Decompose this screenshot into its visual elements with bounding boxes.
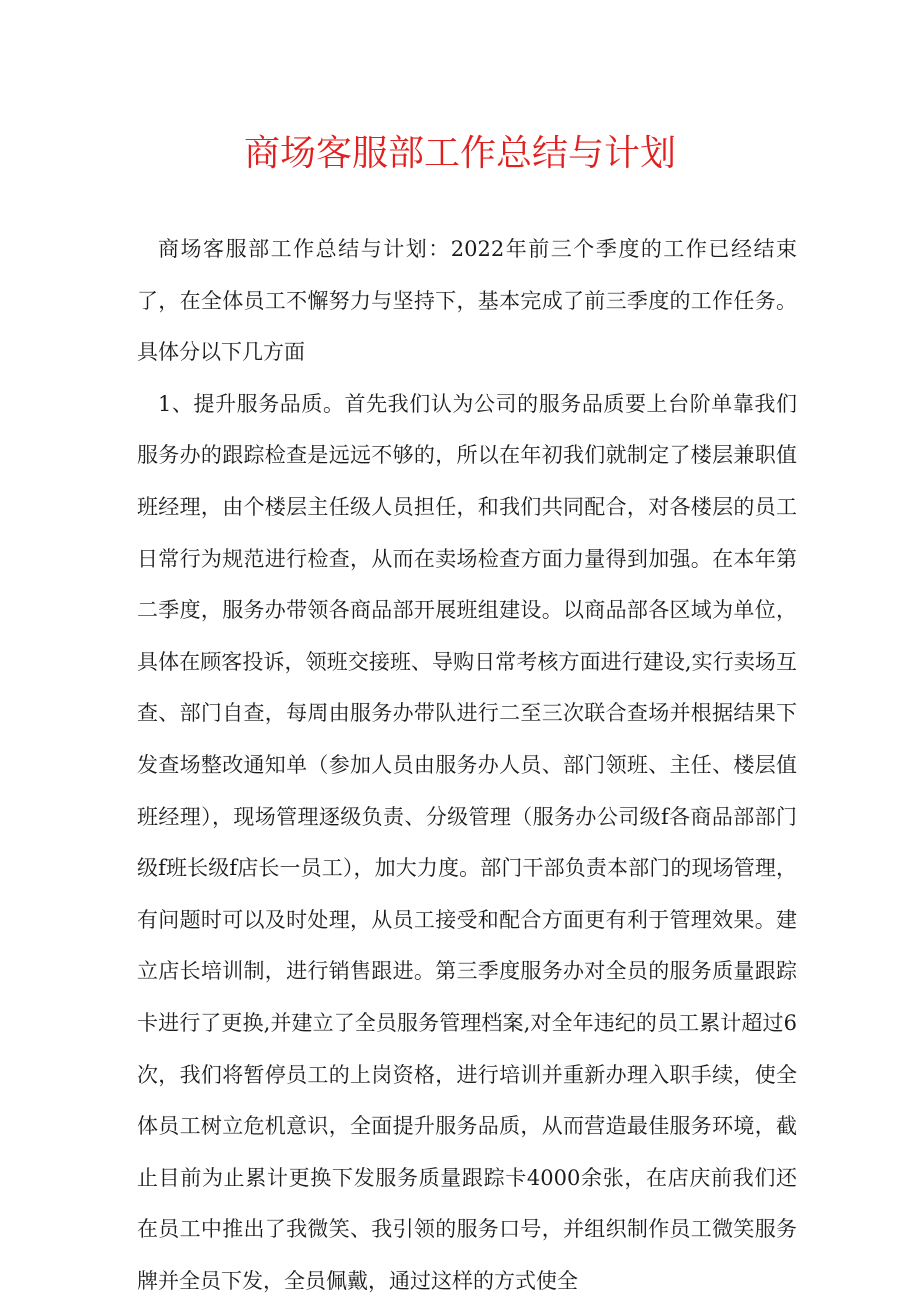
document-title: 商场客服部工作总结与计划: [243, 133, 676, 174]
service-quality-paragraph: 1、提升服务品质。首先我们认为公司的服务品质要上台阶单靠我们服务办的跟踪检查是远远不够的，所以在年初我们就制定了楼层兼职值班经理，由个楼层主任级人员担任，和我们共同配合，对各楼层的员工日常行为规范进行检查，从而在卖场检查方面力量得到加强。在本年第二季度，服务办带领各商品部开展班组建设。以商品部各区域为单位，具体在顾客投诉，领班交接班、导购日常考核方面进行建设,实行卖场互查、部门自查，每周由服务办带队进行二至三次联合查场并根据结果下发查场整改通知单（参加人员由服务办人员、部门领班、主任、楼层值班经理），现场管理逐级负责、分级管理（服务办公司级f各商品部部门级f班长级f店长一员工），加大力度。部门干部负责本部门的现场管理，有问题时可以及时处理，从员工接受和配合方面更有利于管理效果。建立店长培训制，进行销售跟进。第三季度服务办对全员的服务质量跟踪卡进行了更换,并建立了全员服务管理档案,对全年违纪的员工累计超过6次，我们将暂停员工的上岗资格，进行培训并重新办理入职手续，使全体员工树立危机意识，全面提升服务品质，从而营造最佳服务环境，截止目前为止累计更换下发服务质量跟踪卡4000余张，在店庆前我们还在员工中推出了我微笑、我引领的服务口号，并组织制作员工微笑服务牌并全员下发，全员佩戴，通过这样的方式使全: [137, 391, 797, 1293]
intro-paragraph: 商场客服部工作总结与计划：2022年前三个季度的工作已经结束了，在全体员工不懈努力与坚持下，基本完成了前三季度的工作任务。具体分以下几方面: [137, 237, 797, 365]
document-body: [137, 224, 797, 1307]
